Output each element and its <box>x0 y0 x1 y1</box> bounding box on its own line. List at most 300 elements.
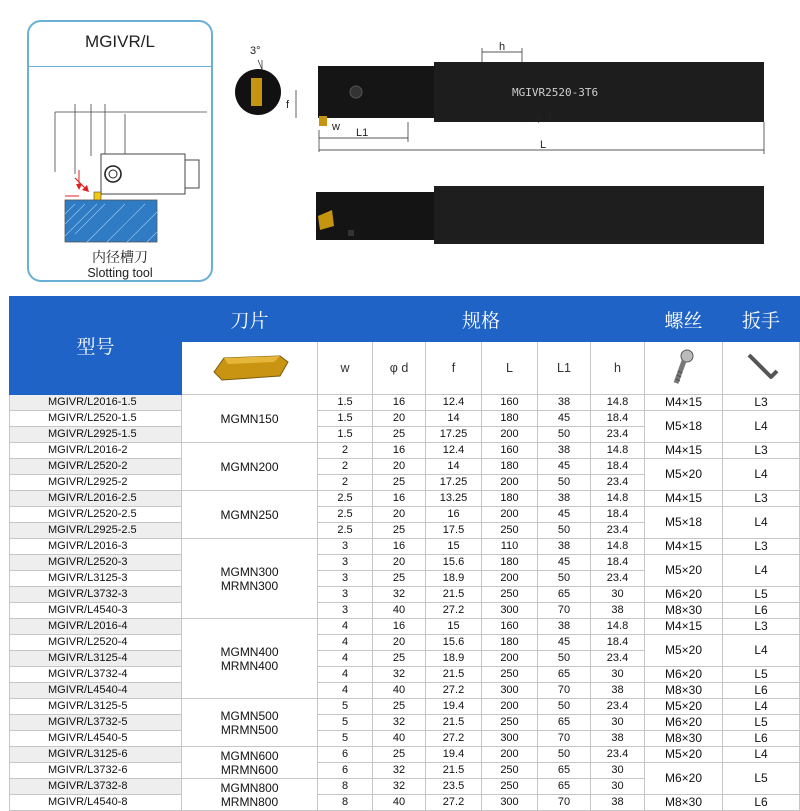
spec-cell-f: 21.5 <box>426 715 482 731</box>
spec-cell-f: 17.5 <box>426 523 482 539</box>
spec-cell-d: 32 <box>373 763 426 779</box>
slotting-diagram <box>35 74 207 244</box>
model-cell: MGIVR/L2016-2.5 <box>10 491 182 507</box>
insert-image <box>210 350 290 384</box>
insert-code: MGMN250 <box>220 507 279 522</box>
spec-cell-f: 27.2 <box>426 731 482 747</box>
spec-cell-w: 5 <box>318 699 373 715</box>
spec-cell-L1: 45 <box>538 555 591 571</box>
model-cell: MGIVR/L3125-6 <box>10 747 182 763</box>
spec-cell-h: 14.8 <box>591 539 645 555</box>
spec-cell-L: 200 <box>482 475 538 491</box>
table-row <box>10 635 800 651</box>
spec-cell-f: 16 <box>426 507 482 523</box>
table-row <box>10 763 800 779</box>
screw-cell: M8×30 <box>645 731 723 747</box>
spec-cell-h: 23.4 <box>591 523 645 539</box>
spec-cell-w: 3 <box>318 587 373 603</box>
spec-cell-L1: 45 <box>538 459 591 475</box>
insert-code: MGMN800 <box>220 780 279 795</box>
model-cell: MGIVR/L4540-5 <box>10 731 182 747</box>
model-cell: MGIVR/L2016-1.5 <box>10 395 182 411</box>
spec-cell-w: 4 <box>318 683 373 699</box>
spec-cell-h: 30 <box>591 587 645 603</box>
wrench-cell: L4 <box>723 411 800 443</box>
wrench-cell: L3 <box>723 443 800 459</box>
spec-cell-L: 250 <box>482 763 538 779</box>
model-cell: MGIVR/L3125-3 <box>10 571 182 587</box>
header-screw: 螺丝 <box>645 297 723 342</box>
spec-cell-d: 25 <box>373 571 426 587</box>
spec-cell-h: 18.4 <box>591 507 645 523</box>
spec-cell-L: 180 <box>482 459 538 475</box>
header-insert: 刀片 <box>182 297 318 342</box>
spec-cell-h: 30 <box>591 779 645 795</box>
spec-cell-L1: 45 <box>538 507 591 523</box>
model-cell: MGIVR/L2520-4 <box>10 635 182 651</box>
screw-cell: M8×30 <box>645 603 723 619</box>
spec-cell-d: 25 <box>373 427 426 443</box>
wrench-cell: L4 <box>723 699 800 715</box>
insert-cell <box>182 539 318 619</box>
col-f: f <box>426 342 482 395</box>
screw-image-cell <box>645 342 723 395</box>
spec-cell-w: 2.5 <box>318 491 373 507</box>
model-cell: MGIVR/L2016-2 <box>10 443 182 459</box>
insert-cell <box>182 619 318 699</box>
spec-cell-L: 200 <box>482 571 538 587</box>
spec-cell-w: 4 <box>318 667 373 683</box>
spec-cell-w: 2 <box>318 459 373 475</box>
spec-cell-w: 3 <box>318 539 373 555</box>
spec-cell-h: 18.4 <box>591 635 645 651</box>
spec-cell-f: 15.6 <box>426 555 482 571</box>
spec-cell-h: 38 <box>591 795 645 811</box>
spec-cell-d: 25 <box>373 699 426 715</box>
spec-cell-L: 180 <box>482 411 538 427</box>
spec-cell-d: 20 <box>373 507 426 523</box>
table-row <box>10 491 800 507</box>
insert-code: MGMN400 <box>220 644 279 659</box>
table-row <box>10 683 800 699</box>
spec-cell-d: 40 <box>373 603 426 619</box>
spec-cell-d: 16 <box>373 491 426 507</box>
spec-cell-h: 23.4 <box>591 571 645 587</box>
wrench-image-cell <box>723 342 800 395</box>
spec-cell-L: 200 <box>482 427 538 443</box>
spec-cell-L1: 50 <box>538 651 591 667</box>
screw-cell: M5×20 <box>645 555 723 587</box>
spec-cell-d: 25 <box>373 523 426 539</box>
insert-code: MGMN500 <box>220 708 279 723</box>
spec-cell-d: 20 <box>373 635 426 651</box>
spec-cell-f: 19.4 <box>426 747 482 763</box>
spec-cell-d: 32 <box>373 587 426 603</box>
spec-cell-f: 14 <box>426 411 482 427</box>
spec-cell-L1: 50 <box>538 523 591 539</box>
screw-cell: M5×20 <box>645 635 723 667</box>
spec-cell-L: 160 <box>482 619 538 635</box>
insert-code: MGMN200 <box>220 459 279 474</box>
spec-cell-d: 40 <box>373 683 426 699</box>
insert-cell <box>182 443 318 491</box>
header-model: 型号 <box>10 297 182 395</box>
wrench-cell: L3 <box>723 395 800 411</box>
spec-cell-f: 17.25 <box>426 427 482 443</box>
spec-cell-h: 30 <box>591 667 645 683</box>
spec-cell-L: 250 <box>482 523 538 539</box>
spec-cell-f: 18.9 <box>426 651 482 667</box>
insert-code: MGMN600 <box>220 748 279 763</box>
model-cell: MGIVR/L2016-3 <box>10 539 182 555</box>
spec-cell-f: 27.2 <box>426 683 482 699</box>
spec-cell-f: 15 <box>426 539 482 555</box>
spec-cell-d: 40 <box>373 731 426 747</box>
screw-cell: M8×30 <box>645 683 723 699</box>
wrench-cell: L5 <box>723 763 800 795</box>
spec-cell-L: 180 <box>482 491 538 507</box>
spec-cell-f: 12.4 <box>426 443 482 459</box>
screw-cell: M6×20 <box>645 667 723 683</box>
wrench-cell: L6 <box>723 795 800 811</box>
spec-cell-w: 8 <box>318 779 373 795</box>
insert-cell <box>182 395 318 443</box>
table-row <box>10 587 800 603</box>
col-L: L <box>482 342 538 395</box>
spec-cell-w: 2.5 <box>318 507 373 523</box>
spec-cell-f: 12.4 <box>426 395 482 411</box>
spec-table <box>9 296 800 811</box>
spec-cell-d: 25 <box>373 747 426 763</box>
spec-cell-h: 23.4 <box>591 427 645 443</box>
spec-cell-w: 3 <box>318 555 373 571</box>
screw-cell: M8×30 <box>645 795 723 811</box>
wrench-cell: L5 <box>723 667 800 683</box>
screw-cell: M5×20 <box>645 699 723 715</box>
spec-cell-h: 14.8 <box>591 619 645 635</box>
screw-cell: M5×18 <box>645 507 723 539</box>
model-cell: MGIVR/L2925-2 <box>10 475 182 491</box>
holder-dimension-drawing <box>222 38 767 158</box>
header-wrench: 扳手 <box>723 297 800 342</box>
spec-cell-h: 23.4 <box>591 747 645 763</box>
wrench-cell: L4 <box>723 747 800 763</box>
table-row <box>10 411 800 427</box>
spec-cell-d: 32 <box>373 779 426 795</box>
wrench-cell: L6 <box>723 603 800 619</box>
spec-cell-L: 250 <box>482 715 538 731</box>
spec-cell-h: 23.4 <box>591 651 645 667</box>
spec-cell-w: 3 <box>318 571 373 587</box>
table-row <box>10 731 800 747</box>
screw-cell: M4×15 <box>645 619 723 635</box>
spec-cell-f: 18.9 <box>426 571 482 587</box>
table-row <box>10 539 800 555</box>
screw-cell: M6×20 <box>645 587 723 603</box>
spec-cell-h: 30 <box>591 763 645 779</box>
spec-cell-h: 23.4 <box>591 475 645 491</box>
col-d: φ d <box>373 342 426 395</box>
screw-cell: M4×15 <box>645 443 723 459</box>
spec-cell-d: 16 <box>373 395 426 411</box>
spec-cell-L: 250 <box>482 667 538 683</box>
spec-cell-w: 4 <box>318 619 373 635</box>
insert-cell <box>182 491 318 539</box>
header-spec: 规格 <box>318 297 645 342</box>
insert-cell <box>182 747 318 779</box>
spec-cell-L: 300 <box>482 795 538 811</box>
spec-cell-d: 16 <box>373 619 426 635</box>
model-cell: MGIVR/L2520-3 <box>10 555 182 571</box>
spec-cell-f: 27.2 <box>426 795 482 811</box>
screw-cell: M4×15 <box>645 395 723 411</box>
spec-cell-d: 20 <box>373 411 426 427</box>
wrench-cell: L6 <box>723 731 800 747</box>
model-cell: MGIVR/L4540-8 <box>10 795 182 811</box>
table-row <box>10 795 800 811</box>
spec-cell-w: 2.5 <box>318 523 373 539</box>
spec-cell-d: 16 <box>373 539 426 555</box>
spec-cell-f: 15.6 <box>426 635 482 651</box>
dim-phi-d-label: φ d <box>535 111 552 123</box>
spec-cell-f: 13.25 <box>426 491 482 507</box>
card-title: MGIVR/L <box>85 32 155 51</box>
table-row <box>10 699 800 715</box>
spec-cell-L1: 50 <box>538 427 591 443</box>
model-cell: MGIVR/L2925-2.5 <box>10 523 182 539</box>
model-cell: MGIVR/L3125-5 <box>10 699 182 715</box>
spec-cell-L1: 38 <box>538 443 591 459</box>
spec-cell-h: 14.8 <box>591 395 645 411</box>
screw-icon <box>669 347 699 387</box>
spec-cell-f: 14 <box>426 459 482 475</box>
spec-cell-L1: 50 <box>538 747 591 763</box>
spec-cell-L1: 50 <box>538 699 591 715</box>
spec-cell-h: 18.4 <box>591 411 645 427</box>
spec-cell-f: 27.2 <box>426 603 482 619</box>
insert-image-cell <box>182 342 318 395</box>
table-row <box>10 619 800 635</box>
wrench-cell: L5 <box>723 587 800 603</box>
insert-code-alt: MRMN400 <box>220 658 279 673</box>
screw-cell: M5×20 <box>645 747 723 763</box>
spec-cell-w: 1.5 <box>318 411 373 427</box>
model-cell: MGIVR/L2016-4 <box>10 619 182 635</box>
wrench-cell: L6 <box>723 683 800 699</box>
holder-head <box>318 66 434 118</box>
wrench-cell: L4 <box>723 459 800 491</box>
spec-cell-L1: 38 <box>538 539 591 555</box>
dim-L1-label: L1 <box>356 127 369 139</box>
card-label-chinese: 内径槽刀 <box>92 249 148 265</box>
spec-cell-f: 21.5 <box>426 763 482 779</box>
insert-code: MGMN300 <box>220 564 279 579</box>
spec-cell-d: 32 <box>373 667 426 683</box>
table-row <box>10 715 800 731</box>
spec-cell-h: 14.8 <box>591 443 645 459</box>
wrench-cell: L5 <box>723 715 800 731</box>
table-row <box>10 395 800 411</box>
spec-cell-w: 6 <box>318 763 373 779</box>
spec-cell-w: 4 <box>318 651 373 667</box>
table-row <box>10 747 800 763</box>
model-cell: MGIVR/L3732-5 <box>10 715 182 731</box>
table-row <box>10 507 800 523</box>
table-row <box>10 459 800 475</box>
spec-cell-f: 15 <box>426 619 482 635</box>
spec-cell-w: 2 <box>318 475 373 491</box>
spec-cell-w: 1.5 <box>318 395 373 411</box>
model-cell: MGIVR/L2520-2.5 <box>10 507 182 523</box>
wrench-cell: L4 <box>723 555 800 587</box>
model-cell: MGIVR/L3732-6 <box>10 763 182 779</box>
model-cell: MGIVR/L2520-1.5 <box>10 411 182 427</box>
spec-cell-L: 160 <box>482 395 538 411</box>
spec-cell-w: 3 <box>318 603 373 619</box>
wrench-cell: L3 <box>723 539 800 555</box>
spec-cell-L1: 65 <box>538 587 591 603</box>
screw-cell: M4×15 <box>645 539 723 555</box>
spec-cell-L1: 65 <box>538 779 591 795</box>
spec-cell-d: 25 <box>373 475 426 491</box>
spec-cell-w: 8 <box>318 795 373 811</box>
spec-cell-w: 2 <box>318 443 373 459</box>
spec-cell-f: 17.25 <box>426 475 482 491</box>
spec-cell-L: 200 <box>482 507 538 523</box>
spec-cell-L: 160 <box>482 443 538 459</box>
card-divider <box>29 66 211 67</box>
spec-cell-d: 16 <box>373 443 426 459</box>
hex-wrench-icon <box>741 347 781 387</box>
spec-cell-L1: 38 <box>538 491 591 507</box>
spec-cell-f: 19.4 <box>426 699 482 715</box>
spec-cell-L1: 50 <box>538 571 591 587</box>
insert-code-alt: MRMN800 <box>220 794 279 809</box>
spec-cell-L: 200 <box>482 747 538 763</box>
model-cell: MGIVR/L4540-4 <box>10 683 182 699</box>
dim-h-label: h <box>499 41 506 53</box>
table-row <box>10 603 800 619</box>
col-L1: L1 <box>538 342 591 395</box>
spec-cell-w: 5 <box>318 731 373 747</box>
spec-cell-h: 14.8 <box>591 491 645 507</box>
spec-cell-L1: 70 <box>538 603 591 619</box>
tool-type-card <box>27 20 213 282</box>
holder-marking: MGIVR2520-3T6 <box>512 86 599 99</box>
spec-cell-h: 38 <box>591 603 645 619</box>
dim-w-label: w <box>332 121 340 133</box>
screw-cell: M6×20 <box>645 715 723 731</box>
spec-cell-d: 20 <box>373 555 426 571</box>
insert-cell <box>182 699 318 747</box>
spec-cell-h: 18.4 <box>591 459 645 475</box>
spec-cell-h: 23.4 <box>591 699 645 715</box>
spec-cell-L1: 38 <box>538 619 591 635</box>
model-cell: MGIVR/L3732-4 <box>10 667 182 683</box>
spec-cell-L1: 70 <box>538 795 591 811</box>
wrench-cell: L3 <box>723 619 800 635</box>
card-label-english: Slotting tool <box>87 266 153 280</box>
spec-cell-L1: 65 <box>538 715 591 731</box>
table-row <box>10 443 800 459</box>
model-cell: MGIVR/L4540-3 <box>10 603 182 619</box>
insert-code-alt: MRMN300 <box>220 578 279 593</box>
screw-cell: M4×15 <box>645 491 723 507</box>
spec-cell-h: 18.4 <box>591 555 645 571</box>
spec-cell-w: 5 <box>318 715 373 731</box>
insert-code: MGMN150 <box>220 411 279 426</box>
spec-cell-L: 250 <box>482 587 538 603</box>
model-cell: MGIVR/L3732-8 <box>10 779 182 795</box>
model-cell: MGIVR/L3125-4 <box>10 651 182 667</box>
insert-code-alt: MRMN600 <box>220 762 279 777</box>
model-cell: MGIVR/L2925-1.5 <box>10 427 182 443</box>
spec-cell-w: 6 <box>318 747 373 763</box>
screw-cell: M6×20 <box>645 763 723 795</box>
spec-cell-L: 300 <box>482 683 538 699</box>
insert-cell <box>182 779 318 811</box>
spec-cell-L: 300 <box>482 603 538 619</box>
spec-cell-w: 1.5 <box>318 427 373 443</box>
spec-cell-d: 25 <box>373 651 426 667</box>
spec-cell-L1: 50 <box>538 475 591 491</box>
spec-cell-L1: 70 <box>538 731 591 747</box>
spec-cell-L1: 70 <box>538 683 591 699</box>
spec-cell-L1: 45 <box>538 411 591 427</box>
wrench-cell: L3 <box>723 491 800 507</box>
spec-cell-w: 4 <box>318 635 373 651</box>
spec-cell-L: 110 <box>482 539 538 555</box>
spec-cell-h: 38 <box>591 731 645 747</box>
spec-cell-h: 30 <box>591 715 645 731</box>
insert-code-alt: MRMN500 <box>220 722 279 737</box>
model-cell: MGIVR/L2520-2 <box>10 459 182 475</box>
spec-cell-L: 300 <box>482 731 538 747</box>
col-h: h <box>591 342 645 395</box>
angle-label: 3° <box>250 45 261 57</box>
col-w: w <box>318 342 373 395</box>
spec-cell-L1: 45 <box>538 635 591 651</box>
spec-cell-L: 250 <box>482 779 538 795</box>
table-row <box>10 555 800 571</box>
model-cell: MGIVR/L3732-3 <box>10 587 182 603</box>
end-view-insert <box>251 78 262 106</box>
screw-cell: M5×20 <box>645 459 723 491</box>
spec-cell-f: 21.5 <box>426 587 482 603</box>
spec-cell-L: 200 <box>482 651 538 667</box>
holder-shank <box>434 62 764 122</box>
spec-cell-L: 180 <box>482 555 538 571</box>
spec-cell-f: 23.5 <box>426 779 482 795</box>
wrench-cell: L4 <box>723 635 800 667</box>
spec-cell-f: 21.5 <box>426 667 482 683</box>
spec-cell-L1: 65 <box>538 763 591 779</box>
spec-cell-d: 32 <box>373 715 426 731</box>
spec-cell-d: 40 <box>373 795 426 811</box>
spec-cell-L1: 65 <box>538 667 591 683</box>
dim-f-label: f <box>286 99 290 111</box>
screw-cell: M5×18 <box>645 411 723 443</box>
wrench-cell: L4 <box>723 507 800 539</box>
spec-cell-L: 180 <box>482 635 538 651</box>
holder-product-view <box>300 186 770 246</box>
spec-cell-d: 20 <box>373 459 426 475</box>
dim-L-label: L <box>540 139 547 151</box>
spec-cell-L: 200 <box>482 699 538 715</box>
spec-cell-h: 38 <box>591 683 645 699</box>
table-row <box>10 667 800 683</box>
spec-cell-L1: 38 <box>538 395 591 411</box>
